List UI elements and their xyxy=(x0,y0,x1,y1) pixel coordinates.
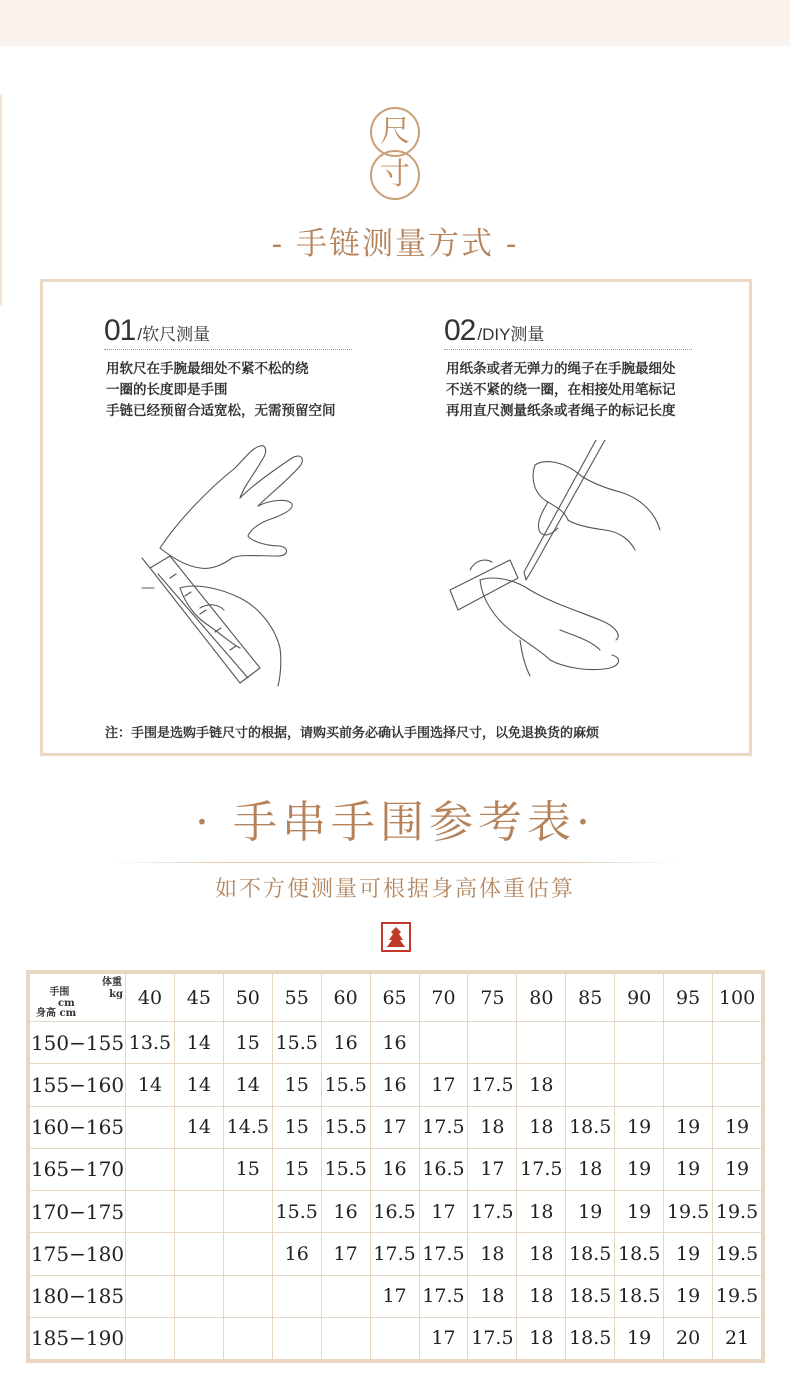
wrist-size-cell: 15 xyxy=(223,1148,272,1190)
wrist-size-cell: 19.5 xyxy=(664,1191,713,1233)
wrist-size-cell xyxy=(713,1064,762,1106)
wrist-size-cell: 16.5 xyxy=(370,1191,419,1233)
method-2-description xyxy=(446,358,676,421)
table-row xyxy=(30,1106,762,1148)
paper-strip-marking-illustration xyxy=(440,440,670,690)
weight-header-cell: 60 xyxy=(321,974,370,1022)
wrist-size-cell xyxy=(174,1233,223,1275)
weight-header-cell: 70 xyxy=(419,974,468,1022)
wrist-size-cell: 18.5 xyxy=(566,1317,615,1359)
corner-height-label: 身高 cm xyxy=(36,1008,77,1019)
wrist-size-cell: 18 xyxy=(517,1317,566,1359)
height-range-cell: 175−180 xyxy=(30,1233,126,1275)
wrist-size-cell: 18 xyxy=(468,1275,517,1317)
height-range-cell: 150−155 xyxy=(30,1022,126,1064)
height-range-cell: 180−185 xyxy=(30,1275,126,1317)
weight-header-cell: 50 xyxy=(223,974,272,1022)
wrist-size-cell: 19 xyxy=(713,1106,762,1148)
method-1-line-1: 用软尺在手腕最细处不紧不松的绕 xyxy=(106,361,309,376)
wrist-size-cell: 17 xyxy=(370,1106,419,1148)
wrist-size-cell: 15.5 xyxy=(321,1148,370,1190)
height-range-cell: 155−160 xyxy=(30,1064,126,1106)
method-1-description xyxy=(106,358,336,421)
wrist-size-cell xyxy=(126,1191,175,1233)
wrist-size-cell: 19 xyxy=(615,1148,664,1190)
measure-method-title: - 手链测量方式 - xyxy=(271,226,519,262)
wrist-size-cell: 19 xyxy=(615,1317,664,1359)
wrist-size-cell: 19.5 xyxy=(713,1233,762,1275)
wrist-size-cell xyxy=(272,1275,321,1317)
wrist-size-cell: 19 xyxy=(615,1106,664,1148)
wrist-size-cell: 19.5 xyxy=(713,1275,762,1317)
weight-header-cell: 90 xyxy=(615,974,664,1022)
wrist-size-cell: 18 xyxy=(517,1106,566,1148)
method-2-number: 02 xyxy=(444,314,476,347)
table-row xyxy=(30,1022,762,1064)
left-edge-line xyxy=(0,95,2,305)
weight-header-cell: 95 xyxy=(664,974,713,1022)
wrist-size-cell xyxy=(223,1317,272,1359)
height-range-cell: 165−170 xyxy=(30,1148,126,1190)
table-row xyxy=(30,1191,762,1233)
wrist-size-cell xyxy=(126,1148,175,1190)
wrist-size-cell xyxy=(321,1275,370,1317)
wrist-size-cell: 18 xyxy=(468,1233,517,1275)
wrist-size-cell: 19 xyxy=(664,1275,713,1317)
table-row xyxy=(30,1317,762,1359)
wrist-size-cell: 19 xyxy=(664,1148,713,1190)
wrist-size-cell xyxy=(615,1022,664,1064)
wrist-size-cell: 15 xyxy=(272,1064,321,1106)
reference-table-subtitle: 如不方便测量可根据身高体重估算 xyxy=(214,877,575,902)
wrist-size-cell: 18.5 xyxy=(615,1233,664,1275)
weight-header-cell: 55 xyxy=(272,974,321,1022)
wrist-size-cell: 20 xyxy=(664,1317,713,1359)
wrist-size-cell: 16 xyxy=(370,1022,419,1064)
method-2-heading xyxy=(444,314,544,348)
wrist-size-cell xyxy=(126,1275,175,1317)
table-corner-cell xyxy=(30,974,126,1022)
wrist-size-cell: 18.5 xyxy=(566,1275,615,1317)
wrist-size-cell: 15.5 xyxy=(272,1022,321,1064)
method-1-label: /软尺测量 xyxy=(137,325,211,344)
wrist-size-cell: 18 xyxy=(566,1148,615,1190)
wrist-size-cell: 17 xyxy=(419,1317,468,1359)
wrist-size-cell: 17.5 xyxy=(517,1148,566,1190)
wrist-size-cell xyxy=(174,1317,223,1359)
weight-header-cell: 100 xyxy=(713,974,762,1022)
weight-header-cell: 40 xyxy=(126,974,175,1022)
wrist-size-cell: 18 xyxy=(468,1106,517,1148)
wrist-size-cell: 14 xyxy=(223,1064,272,1106)
wrist-size-cell: 19.5 xyxy=(713,1191,762,1233)
wrist-size-cell: 14 xyxy=(174,1064,223,1106)
wrist-size-cell xyxy=(664,1022,713,1064)
wrist-size-cell: 18 xyxy=(517,1275,566,1317)
wrist-size-cell xyxy=(370,1317,419,1359)
wrist-size-cell xyxy=(272,1317,321,1359)
wrist-size-cell: 18.5 xyxy=(566,1233,615,1275)
wrist-size-cell: 19 xyxy=(566,1191,615,1233)
wrist-size-cell: 17.5 xyxy=(419,1106,468,1148)
method-2-line-1: 用纸条或者无弹力的绳子在手腕最细处 xyxy=(446,361,676,376)
table-row xyxy=(30,1064,762,1106)
wrist-size-cell xyxy=(566,1022,615,1064)
wrist-size-cell xyxy=(174,1148,223,1190)
wrist-size-cell xyxy=(174,1275,223,1317)
weight-header-cell: 45 xyxy=(174,974,223,1022)
table-header-row xyxy=(30,974,762,1022)
wrist-size-cell: 21 xyxy=(713,1317,762,1359)
wrist-size-cell: 18 xyxy=(517,1064,566,1106)
measure-note: 注：手围是选购手链尺寸的根据，请购买前务必确认手围选择尺寸，以免退换货的麻烦 xyxy=(105,725,600,740)
corner-wrist-label: 手围 cm xyxy=(49,987,75,1009)
wrist-size-cell: 15 xyxy=(223,1022,272,1064)
wrist-size-cell: 16 xyxy=(321,1022,370,1064)
wrist-size-cell: 17 xyxy=(419,1064,468,1106)
size-table xyxy=(29,973,762,1360)
seal-char-1: 尺 xyxy=(370,107,420,157)
wrist-size-cell: 14 xyxy=(126,1064,175,1106)
wrist-size-cell: 17 xyxy=(370,1275,419,1317)
table-row xyxy=(30,1233,762,1275)
method-1-number: 01 xyxy=(104,314,136,347)
wrist-size-cell: 17 xyxy=(419,1191,468,1233)
wrist-size-cell xyxy=(664,1064,713,1106)
weight-header-cell: 65 xyxy=(370,974,419,1022)
wrist-size-cell: 19 xyxy=(615,1191,664,1233)
wrist-size-cell: 19 xyxy=(664,1233,713,1275)
red-seal-stamp-icon xyxy=(381,922,411,952)
weight-header-cell: 85 xyxy=(566,974,615,1022)
wrist-size-cell: 15.5 xyxy=(272,1191,321,1233)
size-reference-table xyxy=(26,970,765,1363)
wrist-size-cell xyxy=(223,1275,272,1317)
wrist-size-cell: 19 xyxy=(664,1106,713,1148)
wrist-size-cell: 17.5 xyxy=(419,1233,468,1275)
method-1-line-2: 一圈的长度即是手围 xyxy=(106,382,228,397)
reference-table-title: · 手串手围参考表· xyxy=(195,797,595,848)
corner-weight-label: 体重 kg xyxy=(102,977,123,1000)
title-divider xyxy=(110,862,680,863)
method-1-heading xyxy=(104,314,210,348)
method-1-line-3: 手链已经预留合适宽松，无需预留空间 xyxy=(106,403,336,418)
table-row xyxy=(30,1275,762,1317)
wrist-size-cell: 15 xyxy=(272,1148,321,1190)
weight-header-cell: 80 xyxy=(517,974,566,1022)
wrist-size-cell xyxy=(126,1106,175,1148)
method-1-underline xyxy=(104,349,352,350)
method-2-label: /DIY测量 xyxy=(477,325,545,344)
wrist-size-cell: 17 xyxy=(321,1233,370,1275)
wrist-size-cell: 17.5 xyxy=(468,1191,517,1233)
wrist-size-cell: 16 xyxy=(370,1064,419,1106)
height-range-cell: 160−165 xyxy=(30,1106,126,1148)
wrist-size-cell: 15 xyxy=(272,1106,321,1148)
method-2-underline xyxy=(444,349,692,350)
wrist-size-cell: 18 xyxy=(517,1233,566,1275)
wrist-size-cell: 15.5 xyxy=(321,1106,370,1148)
method-2-line-2: 不送不紧的绕一圈，在相接处用笔标记 xyxy=(446,382,676,397)
top-band xyxy=(0,0,790,46)
wrist-size-cell: 18 xyxy=(517,1191,566,1233)
wrist-size-cell xyxy=(713,1022,762,1064)
wrist-size-cell xyxy=(174,1191,223,1233)
seal-char-2: 寸 xyxy=(370,150,420,200)
wrist-size-cell: 14 xyxy=(174,1106,223,1148)
wrist-size-cell xyxy=(566,1064,615,1106)
wrist-size-cell: 13.5 xyxy=(126,1022,175,1064)
wrist-size-cell: 14.5 xyxy=(223,1106,272,1148)
wrist-size-cell: 19 xyxy=(713,1148,762,1190)
method-2-line-3: 再用直尺测量纸条或者绳子的标记长度 xyxy=(446,403,676,418)
wrist-size-cell: 16 xyxy=(272,1233,321,1275)
wrist-size-cell: 16.5 xyxy=(419,1148,468,1190)
wrist-size-cell: 17.5 xyxy=(419,1275,468,1317)
wrist-size-cell xyxy=(615,1064,664,1106)
wrist-size-cell: 17 xyxy=(468,1148,517,1190)
height-range-cell: 170−175 xyxy=(30,1191,126,1233)
wrist-size-cell: 17.5 xyxy=(370,1233,419,1275)
weight-header-cell: 75 xyxy=(468,974,517,1022)
wrist-size-cell: 15.5 xyxy=(321,1064,370,1106)
wrist-size-cell: 16 xyxy=(370,1148,419,1190)
wrist-size-cell xyxy=(517,1022,566,1064)
table-row xyxy=(30,1148,762,1190)
wrist-size-cell: 18.5 xyxy=(566,1106,615,1148)
wrist-size-cell: 18.5 xyxy=(615,1275,664,1317)
wrist-size-cell: 16 xyxy=(321,1191,370,1233)
wrist-size-cell xyxy=(126,1317,175,1359)
tape-measure-hand-illustration xyxy=(140,438,310,688)
wrist-size-cell: 17.5 xyxy=(468,1317,517,1359)
height-range-cell: 185−190 xyxy=(30,1317,126,1359)
wrist-size-cell xyxy=(419,1022,468,1064)
wrist-size-cell xyxy=(223,1191,272,1233)
wrist-size-cell xyxy=(126,1233,175,1275)
wrist-size-cell xyxy=(321,1317,370,1359)
wrist-size-cell xyxy=(223,1233,272,1275)
wrist-size-cell: 14 xyxy=(174,1022,223,1064)
wrist-size-cell: 17.5 xyxy=(468,1064,517,1106)
wrist-size-cell xyxy=(468,1022,517,1064)
